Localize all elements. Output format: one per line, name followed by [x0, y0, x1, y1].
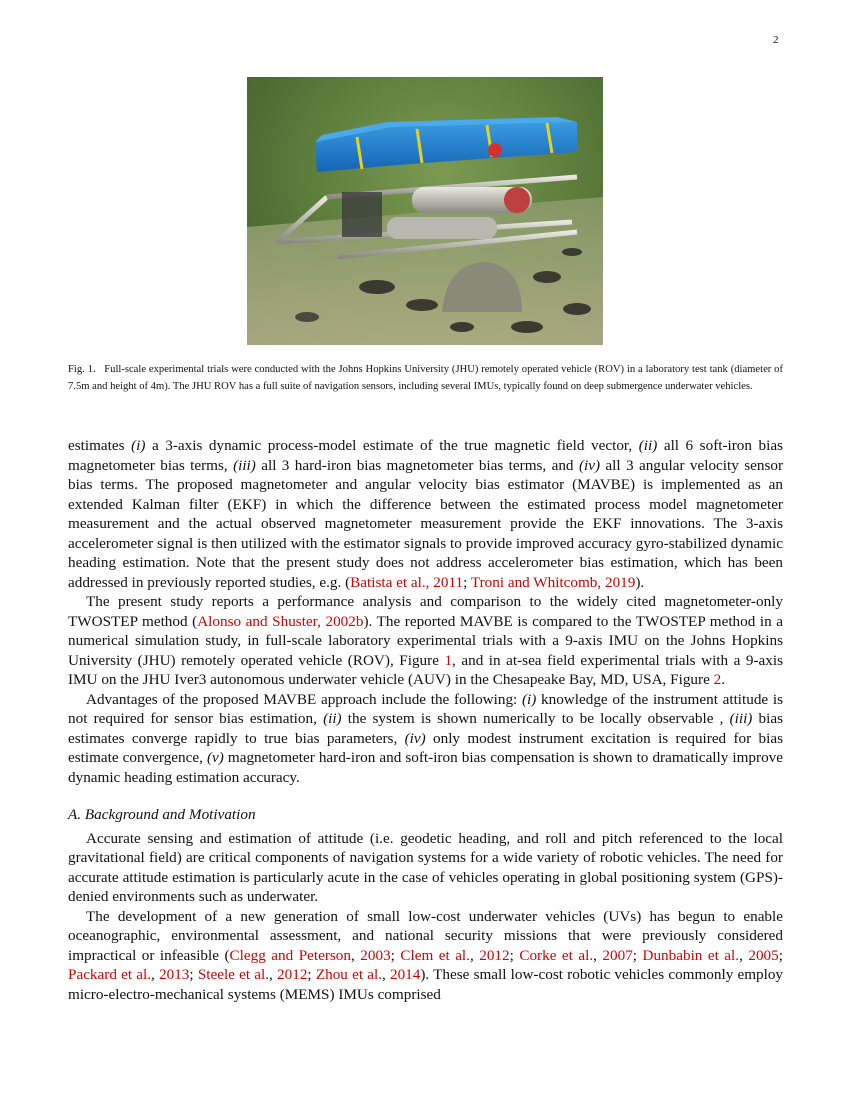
- citation-link[interactable]: Clegg and Peterson: [229, 946, 351, 964]
- text: ;: [632, 946, 643, 964]
- citation-link[interactable]: Corke et al.: [519, 946, 594, 964]
- text: bias estimates converge rapidly to true bias parameters,: [68, 710, 784, 747]
- citation-link[interactable]: 2005: [748, 946, 779, 964]
- text: all 6 soft-iron bias magnetometer bias terms,: [68, 437, 783, 474]
- text: ,: [739, 946, 749, 964]
- citation-link[interactable]: Alonso and Shuster, 2002b: [197, 612, 364, 630]
- citation-link[interactable]: Troni and Whitcomb, 2019: [470, 573, 636, 591]
- rov-illustration: [247, 77, 603, 345]
- citation-link[interactable]: Steele et al.: [197, 966, 270, 983]
- text: knowledge of the instrument attitude is not required for sensor bias estimation,: [68, 690, 783, 727]
- text: all 3 hard-iron bias magnetometer bias terms, and: [255, 456, 579, 474]
- text: Advantages of the proposed MAVBE approach include the following:: [86, 690, 522, 708]
- math: (iii): [233, 456, 256, 474]
- math: (i): [521, 690, 537, 708]
- citation-link[interactable]: 2007: [602, 946, 633, 964]
- text: ,: [381, 966, 390, 983]
- math: (ii): [323, 710, 342, 727]
- citation-link[interactable]: Clem et al.: [400, 946, 470, 964]
- math: (i): [131, 437, 146, 454]
- citation-link[interactable]: Dunbabin et al.: [642, 946, 740, 964]
- math: (iv): [404, 729, 426, 747]
- citation-link[interactable]: Packard et al.: [68, 966, 152, 983]
- text: ,: [351, 946, 361, 964]
- text: ;: [307, 966, 316, 983]
- math: (iii): [729, 710, 753, 727]
- text: ,: [269, 966, 278, 983]
- text: ;: [509, 946, 520, 964]
- paragraph-2: [68, 592, 783, 690]
- figure-rov-photo: [247, 77, 603, 345]
- text: a 3-axis dynamic process-model estimate of the true magnetic field vector,: [145, 437, 639, 454]
- text: The development of a new generation of small low-cost underwater vehicles (UVs) has begun to enable oceanographic, environmental assessment, and national security missions that were previously considered impractical or infeasible (: [68, 907, 783, 964]
- text: , and in at-sea field experimental trials with a 9-axis IMU on the JHU Iver3 autonomous underwater vehicle (AUV) in the Chesapeake Bay, MD, USA, Figure: [68, 651, 783, 688]
- math: (v): [206, 749, 224, 766]
- text: ;: [390, 946, 401, 964]
- citation-link[interactable]: Zhou et al.: [315, 966, 382, 983]
- body-text: [68, 436, 783, 1004]
- section-heading: A. Background and Motivation: [68, 806, 256, 823]
- text: ,: [151, 966, 160, 983]
- text: estimates: [68, 437, 132, 454]
- text: ;: [463, 573, 471, 591]
- citation-link[interactable]: 2013: [159, 966, 190, 983]
- figure-ref-link[interactable]: 2: [713, 671, 722, 688]
- citation-link[interactable]: Batista et al., 2011: [350, 573, 464, 591]
- text: all 3 angular velocity sensor bias terms. The proposed magnetometer and angular velocity bias estimator (MAVBE) is implemented as an extended Kalman filter (EKF) in which the difference between the estimated process model magnetometer measurement and the actual observed magnetometer measurement provide the EKF innovations. The 3-axis accelerometer signal is then utilized with the estimator signals to provide improved accuracy gyro-stabilized dynamic heading estimation. Note that the present study does not address accelerometer bias estimation, which has been addressed in previously reported studies, e.g. (: [68, 456, 784, 591]
- text: ;: [778, 946, 783, 964]
- figure-ref-link[interactable]: 1: [444, 651, 453, 669]
- text: ;: [189, 966, 198, 983]
- text: ,: [593, 946, 603, 964]
- text: only modest instrument excitation is required for bias estimate convergence,: [68, 729, 783, 766]
- paragraph-5: [68, 907, 783, 1005]
- text: The present study reports a performance analysis and comparison to the widely cited magnetometer-only TWOSTEP method (: [68, 593, 783, 630]
- figure-caption: [68, 361, 783, 395]
- citation-link[interactable]: 2014: [389, 966, 421, 983]
- paragraph-1: [68, 436, 783, 592]
- text: ).: [635, 573, 645, 591]
- page-number: 2: [773, 34, 779, 46]
- citation-link[interactable]: 2003: [360, 946, 391, 964]
- paragraph-3: [68, 690, 783, 788]
- text: ). The reported MAVBE is compared to the TWOSTEP method in a numerical simulation study, in full-scale laboratory experimental trials with a 9-axis IMU on the Johns Hopkins University (JHU) remotely operated vehicle (ROV), Figure: [68, 612, 784, 669]
- citation-link[interactable]: 2012: [277, 966, 308, 983]
- text: the system is shown numerically to be locally observable ,: [341, 710, 730, 727]
- text: ). These small low-cost robotic vehicles commonly employ micro-electro-mechanical systems (MEMS) IMUs comprised: [68, 966, 784, 1003]
- citation-link[interactable]: 2012: [479, 946, 510, 964]
- math: (ii): [638, 437, 658, 454]
- text: ,: [469, 946, 480, 964]
- text: .: [721, 671, 725, 688]
- figure-caption-text: Full-scale experimental trials were conducted with the Johns Hopkins University (JHU) remotely operated vehicle (ROV) in a laboratory test tank (diameter of 7.5m and height of 4m). The JHU ROV has a full suite of navigation sensors, including several IMUs, typically found on deep submergence underwater vehicles.: [68, 364, 783, 392]
- figure-label: Fig. 1.: [68, 364, 96, 375]
- paragraph-4: Accurate sensing and estimation of attitude (i.e. geodetic heading, and roll and pitch referenced to the local gravitational field) are critical components of navigation systems for a wide variety of robotic vehicles. The need for accurate attitude estimation is particularly acute in the case of vehicles operating in global positioning system (GPS)-denied environments such as underwater.: [68, 829, 783, 905]
- math: (iv): [578, 456, 601, 474]
- text: magnetometer hard-iron and soft-iron bias compensation is shown to dramatically improve dynamic heading estimation accuracy.: [68, 749, 784, 786]
